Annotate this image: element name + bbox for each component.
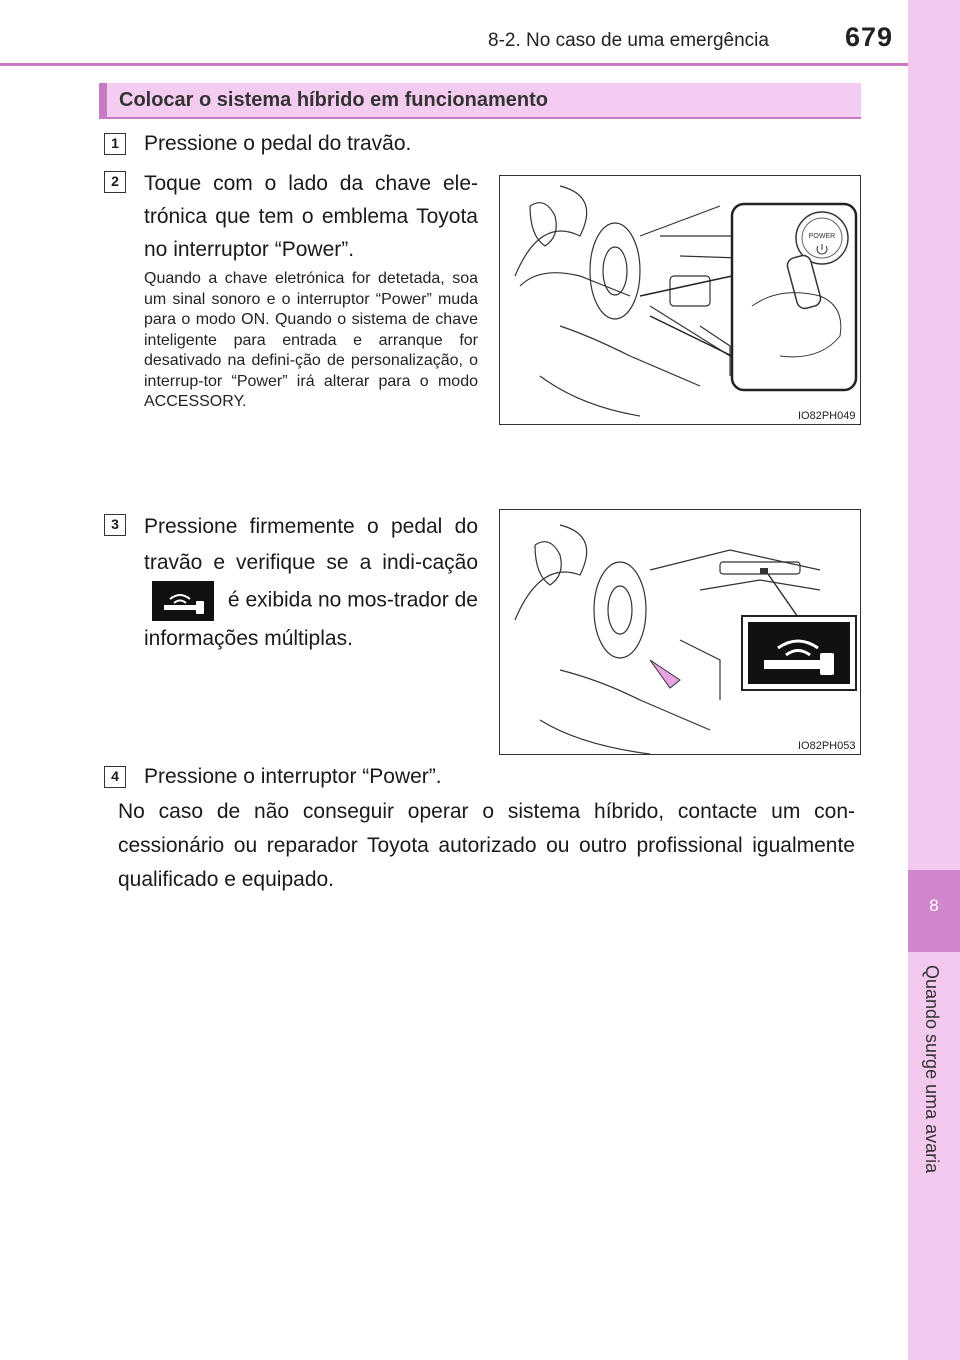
step-3-text: [144, 509, 478, 657]
section-heading: [99, 83, 861, 119]
closing-paragraph: No caso de não conseguir operar o sistema híbrido, contacte um con-cessionário ou reparador Toyota autorizado ou outro profissional igualmente qualificado e equipado.: [118, 800, 855, 891]
driver-touching-power-switch-illustration: [500, 176, 861, 425]
running-header: 8-2. No caso de uma emergência: [488, 30, 769, 51]
header-rule: [0, 63, 908, 66]
section-heading-text: Colocar o sistema híbrido em funcionamento: [119, 89, 548, 111]
page-number: 679: [845, 22, 894, 52]
key-detected-indicator-icon: [152, 581, 214, 621]
power-switch-label: POWER: [808, 233, 836, 240]
figure-smart-key-power-switch: [499, 175, 861, 425]
step-number-1: 1: [104, 133, 126, 155]
step-number-4: 4: [104, 766, 126, 788]
chapter-number-badge: 8: [908, 870, 960, 952]
figure-indicator-on-display: [499, 509, 861, 755]
step-number-3: 3: [104, 514, 126, 536]
step-1-text: Pressione o pedal do travão.: [144, 132, 412, 155]
step-2-note: Quando a chave eletrónica for detetada, soa um sinal sonoro e o interruptor “Power” muda para o modo ON. Quando o sistema de chave inteligente para entrada e arranque for desativado na defini-ção de personalização, o interrup-tor “Power” irá alterar para o modo ACCESSORY.: [144, 270, 478, 410]
step-4-text: Pressione o interruptor “Power”.: [144, 765, 442, 788]
figure-2-code: IO82PH053: [798, 740, 856, 752]
step-2-text: Toque com o lado da chave ele-trónica que tem o emblema Toyota no interruptor “Power”.: [144, 172, 478, 261]
driver-pressing-brake-illustration: [500, 510, 861, 755]
step-number-2: 2: [104, 171, 126, 193]
chapter-title: Quando surge uma avaria: [922, 965, 942, 1174]
figure-1-code: IO82PH049: [798, 410, 856, 422]
step-3-text-after: é exibida no mos-trador de informações múltiplas.: [144, 588, 478, 650]
step-3-text-before: Pressione firmemente o pedal do travão e verifique se a indi-cação: [144, 515, 478, 574]
